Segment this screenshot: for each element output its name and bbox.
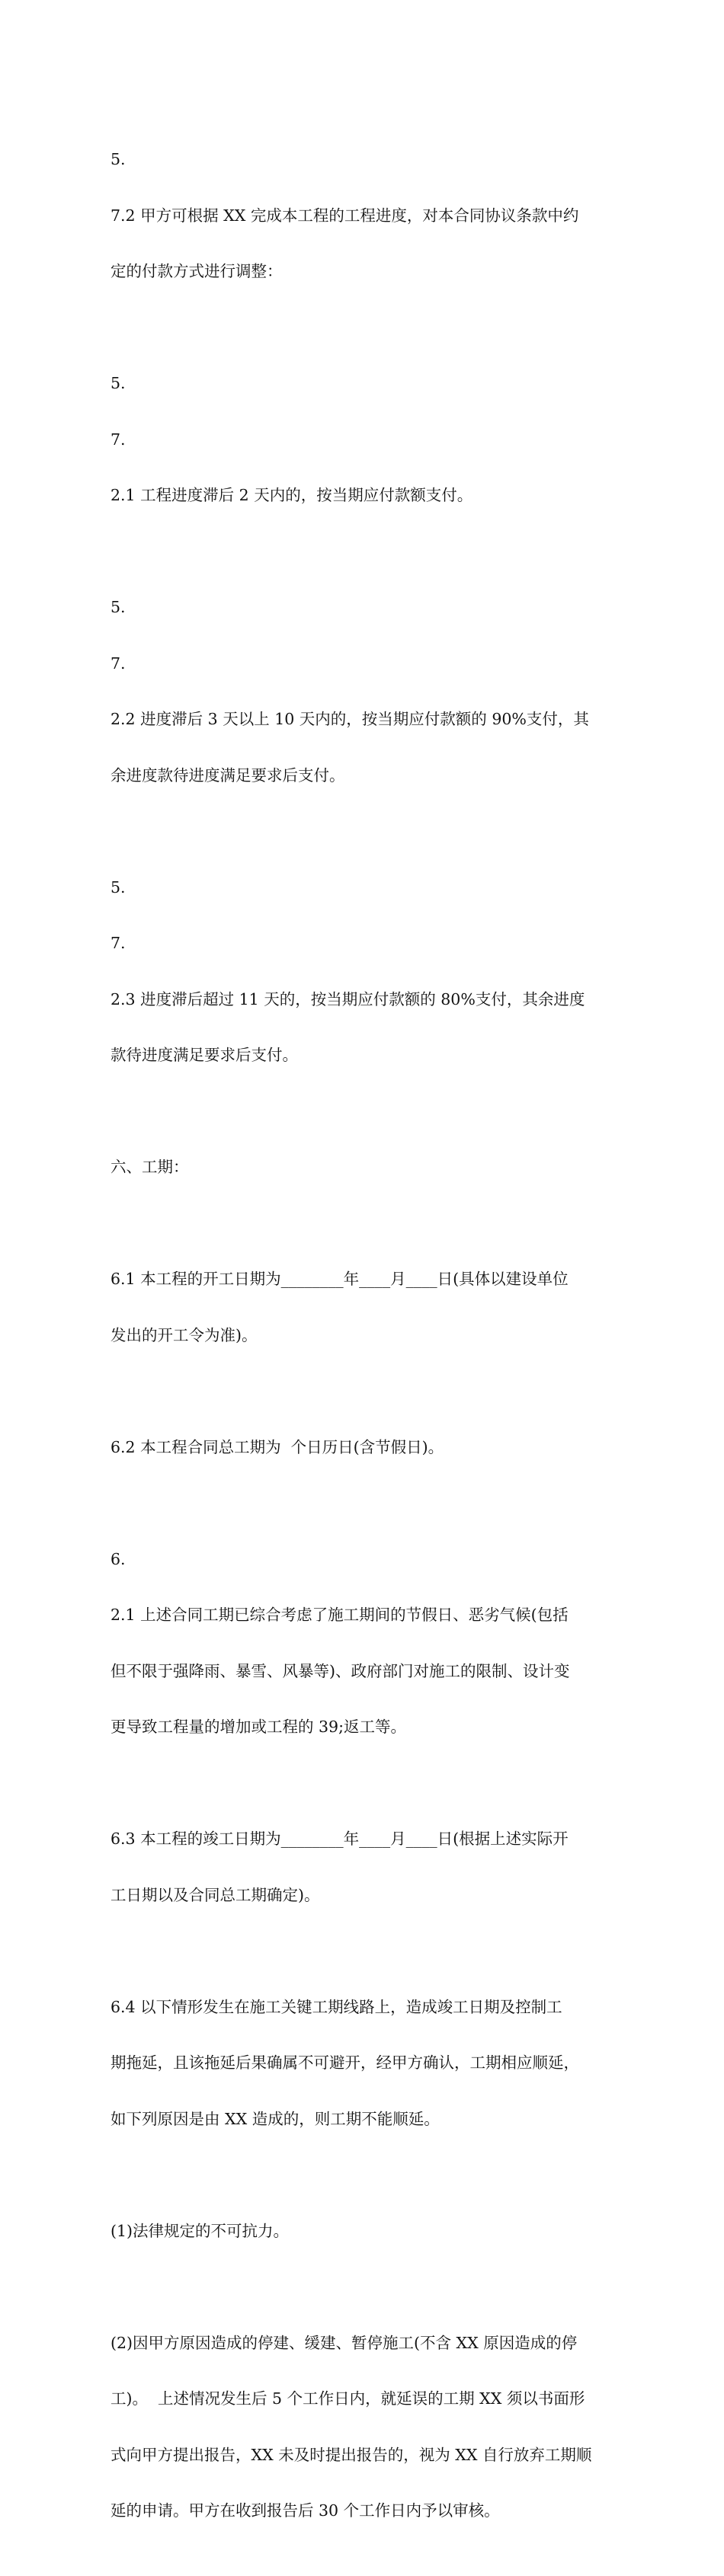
paragraph-6-2-1 bbox=[111, 1513, 629, 1774]
text-line: 但不限于强降雨、暴雪、风暴等)、政府部门对施工的限制、设计变 bbox=[111, 1661, 570, 1680]
text-line: 6.3 本工程的竣工日期为________年____月____日(根据上述实际开 bbox=[111, 1830, 569, 1848]
text-line: 7. bbox=[111, 654, 126, 673]
text-line: 7.2 甲方可根据 XX 完成本工程的工程进度，对本合同协议条款中约 bbox=[111, 206, 579, 225]
paragraph-6-3 bbox=[111, 1792, 629, 1942]
text-line: 2.1 工程进度滞后 2 天内的，按当期应付款额支付。 bbox=[111, 486, 473, 504]
text-line: 6.2 本工程合同总工期为 个日历日(含节假日)。 bbox=[111, 1437, 444, 1456]
text-line: 六、工期： bbox=[111, 1158, 189, 1176]
text-line: 款待进度满足要求后支付。 bbox=[111, 1046, 298, 1064]
paragraph-item-1 bbox=[111, 2184, 629, 2278]
paragraph-6-1 bbox=[111, 1232, 629, 1382]
text-line: 6.1 本工程的开工日期为________年____月____日(具体以建设单位 bbox=[111, 1270, 569, 1288]
text-line: 如下列原因是由 XX 造成的，则工期不能顺延。 bbox=[111, 2109, 440, 2128]
paragraph-item-2 bbox=[111, 2296, 629, 2558]
text-line: 5. bbox=[111, 877, 126, 896]
text-line: 余进度款待进度满足要求后支付。 bbox=[111, 765, 345, 785]
text-line: 式向甲方提出报告，XX 未及时提出报告的，视为 XX 自行放弃工期顺 bbox=[111, 2445, 592, 2464]
text-line: 7. bbox=[111, 934, 126, 952]
text-line: 2.2 进度滞后 3 天以上 10 天内的，按当期应付款额的 90%支付，其 bbox=[111, 710, 589, 728]
text-line: 2.1 上述合同工期已综合考虑了施工期间的节假日、恶劣气候(包括 bbox=[111, 1606, 569, 1624]
text-line: (2)因甲方原因造成的停建、缓建、暂停施工(不含 XX 原因造成的停 bbox=[111, 2333, 578, 2352]
text-line: 更导致工程量的增加或工程的 39;返工等。 bbox=[111, 1718, 407, 1736]
text-line: (1)法律规定的不可抗力。 bbox=[111, 2221, 290, 2240]
paragraph-6-2 bbox=[111, 1401, 629, 1494]
text-line: 定的付款方式进行调整： bbox=[111, 262, 283, 280]
document-body bbox=[111, 113, 629, 2576]
text-line: 5. bbox=[111, 150, 126, 168]
text-line: 期拖延，且该拖延后果确属不可避开，经甲方确认，工期相应顺延， bbox=[111, 2053, 579, 2072]
paragraph-6-4 bbox=[111, 1961, 629, 2166]
text-line: 2.3 进度滞后超过 11 天的，按当期应付款额的 80%支付，其余进度 bbox=[111, 989, 585, 1008]
paragraph-5-7-2 bbox=[111, 113, 629, 318]
text-line: 延的申请。甲方在收到报告后 30 个工作日内予以审核。 bbox=[111, 2501, 500, 2520]
text-line: 工)。 上述情况发生后 5 个工作日内，就延误的工期 XX 须以书面形 bbox=[111, 2389, 585, 2408]
text-line: 5. bbox=[111, 374, 126, 392]
text-line: 发出的开工令为准)。 bbox=[111, 1325, 258, 1344]
text-line: 6. bbox=[111, 1549, 126, 1568]
section-heading-schedule bbox=[111, 1120, 629, 1214]
paragraph-5-7-2-3 bbox=[111, 841, 629, 1102]
paragraph-5-7-2-1 bbox=[111, 337, 629, 542]
paragraph-5-7-2-2 bbox=[111, 561, 629, 822]
text-line: 5. bbox=[111, 598, 126, 616]
text-line: 工日期以及合同总工期确定)。 bbox=[111, 1885, 320, 1904]
text-line: 6.4 以下情形发生在施工关键工期线路上，造成竣工日期及控制工 bbox=[111, 1997, 562, 2016]
text-line: 7. bbox=[111, 430, 126, 449]
